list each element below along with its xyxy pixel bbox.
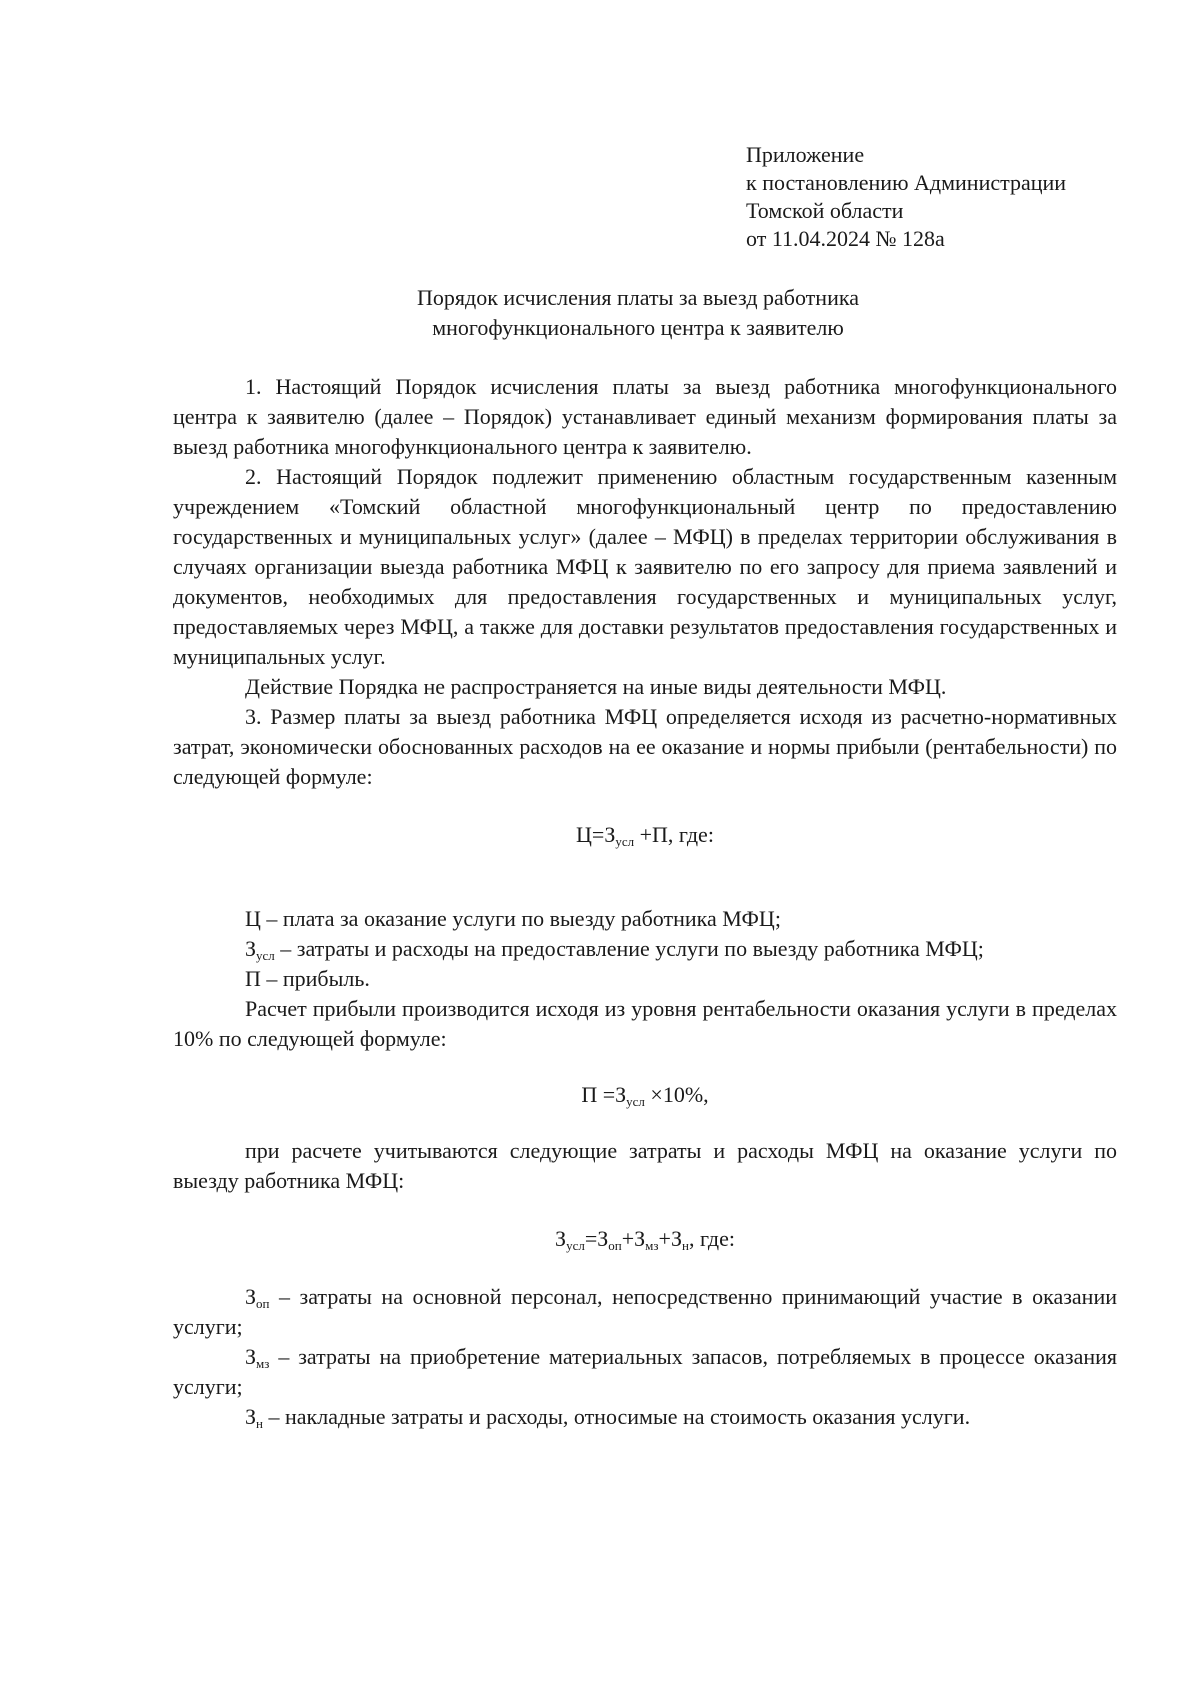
title-line: Порядок исчисления платы за выезд работника — [417, 285, 859, 310]
symbol: З — [245, 1284, 257, 1309]
appendix-header — [746, 141, 1066, 253]
definition-text: – накладные затраты и расходы, относимые на стоимость оказания услуги. — [263, 1404, 971, 1429]
symbol-subscript: мз — [256, 1356, 270, 1371]
formula-subscript: усл — [615, 834, 635, 849]
formula-profit — [173, 1080, 1117, 1110]
symbol: З — [245, 1344, 257, 1369]
formula-subscript: н — [681, 1238, 689, 1253]
paragraph-12 — [173, 1402, 1117, 1432]
formula-subscript: усл — [626, 1094, 645, 1109]
formula-part: +З — [621, 1226, 646, 1251]
appendix-line: к постановлению Администрации — [746, 170, 1067, 195]
definition-text: – затраты на приобретение материальных запасов, потребляемых в процессе оказания услуги; — [173, 1344, 1117, 1399]
paragraph-3: Действие Порядка не распространяется на иные виды деятельности МФЦ. — [245, 674, 947, 699]
paragraph-9: при расчете учитываются следующие затраты и расходы МФЦ на оказание услуги по выезду работника МФЦ: — [173, 1138, 1117, 1193]
paragraph-7: П – прибыль. — [245, 966, 370, 991]
formula-part: =З — [584, 1226, 609, 1251]
formula-part: Ц=З — [576, 822, 616, 847]
formula-subscript: мз — [645, 1238, 659, 1253]
formula-part: +П, где: — [634, 822, 714, 847]
title-line: многофункционального центра к заявителю — [432, 315, 844, 340]
paragraph-1: 1. Настоящий Порядок исчисления платы за выезд работника многофункционального центра к заявителю (далее – Порядок) устанавливает единый механизм формирования платы за выезд работника многофункционального центра к заявителю. — [173, 374, 1117, 459]
symbol: З — [245, 1404, 257, 1429]
formula-part: ×10%, — [644, 1082, 709, 1107]
formula-part: П =З — [581, 1082, 627, 1107]
paragraph-2: 2. Настоящий Порядок подлежит применению областным государственным казенным учреждением «Томский областной многофункциональный центр по предоставлению государственных и муниципальных услуг» (далее – МФЦ) в пределах территории обслуживания в случаях организации выезда работника МФЦ к заявителю по его запросу для приема заявлений и документов, необходимых для предоставления государственных и муниципальных услуг, предоставляемых через МФЦ, а также для доставки результатов предоставления государственных и муниципальных услуг. — [173, 464, 1117, 669]
symbol-subscript: усл — [256, 948, 275, 963]
formula-subscript: усл — [566, 1238, 585, 1253]
paragraph-8: Расчет прибыли производится исходя из уровня рентабельности оказания услуги в пределах 10% по следующей формуле: — [173, 996, 1117, 1051]
document-body — [173, 372, 1117, 1432]
formula-costs — [173, 1224, 1117, 1254]
paragraph-4: 3. Размер платы за выезд работника МФЦ определяется исходя из расчетно-нормативных затрат, экономически обоснованных расходов на ее оказание и нормы прибыли (рентабельности) по следующей формуле: — [173, 704, 1117, 789]
document-title — [160, 283, 1116, 343]
formula-part: +З — [658, 1226, 682, 1251]
symbol: З — [245, 936, 257, 961]
formula-part: З — [555, 1226, 567, 1251]
paragraph-10 — [173, 1282, 1117, 1342]
formula-part: , где: — [688, 1226, 735, 1251]
paragraph-11 — [173, 1342, 1117, 1402]
symbol-subscript: оп — [256, 1296, 270, 1311]
formula-subscript: оп — [608, 1238, 622, 1253]
appendix-line: от 11.04.2024 № 128а — [746, 226, 945, 251]
formula-price — [173, 820, 1117, 850]
appendix-line: Томской области — [746, 198, 904, 223]
definition-text: – затраты и расходы на предоставление услуги по выезду работника МФЦ; — [274, 936, 984, 961]
symbol-subscript: н — [256, 1416, 263, 1431]
definition-text: – затраты на основной персонал, непосредственно принимающий участие в оказании услуги; — [173, 1284, 1117, 1339]
appendix-line: Приложение — [746, 142, 865, 167]
paragraph-6 — [173, 934, 1117, 964]
paragraph-5: Ц – плата за оказание услуги по выезду работника МФЦ; — [245, 906, 781, 931]
